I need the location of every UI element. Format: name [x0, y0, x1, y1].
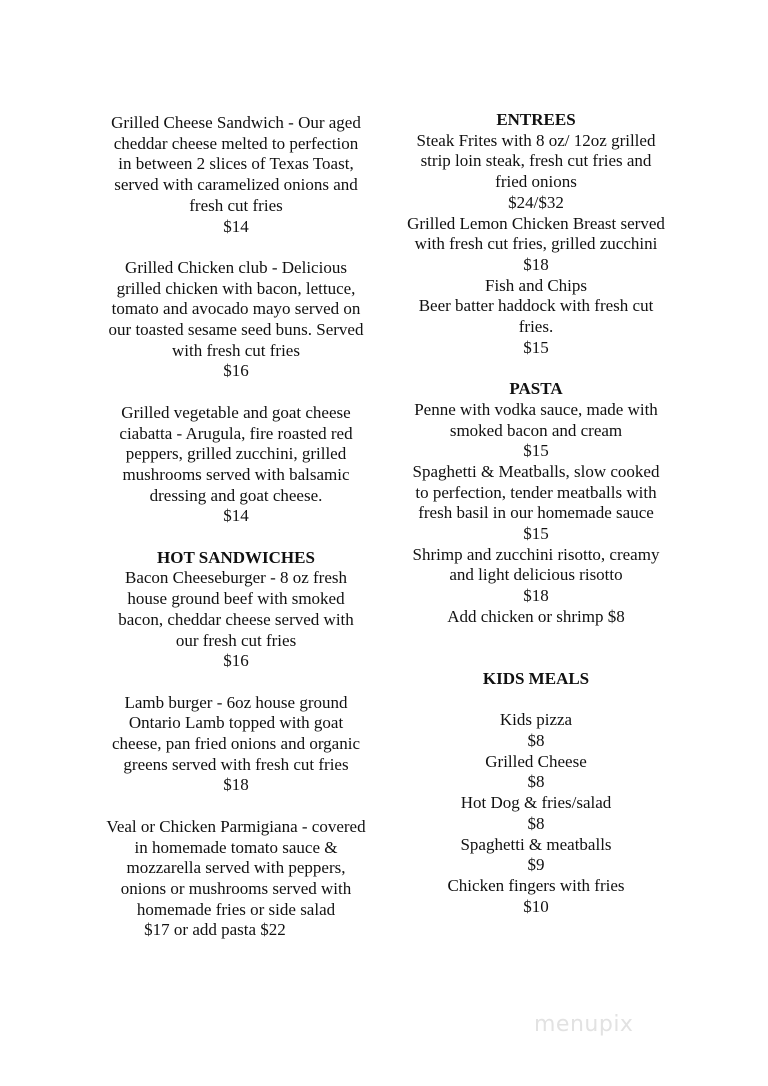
menu-item: [386, 400, 686, 462]
spacer: [86, 527, 386, 548]
menu-item-text: peppers, grilled zucchini, grilled: [125, 444, 347, 464]
menu-item-price: $14: [223, 216, 249, 236]
menu-item: [386, 710, 686, 751]
menu-item-text: Penne with vodka sauce, made with: [414, 399, 658, 419]
menu-item-text: Kids pizza: [499, 710, 573, 730]
menu-item-text: fried onions: [495, 172, 577, 192]
menu-item-text: Grilled Chicken club - Delicious: [125, 257, 347, 277]
menu-item-text: Grilled Cheese Sandwich - Our aged: [111, 113, 361, 132]
menu-item-text: Grilled vegetable and goat cheese: [121, 402, 351, 422]
menu-item-price: $14: [223, 506, 249, 526]
menu-item-text: grilled chicken with bacon, lettuce,: [116, 278, 356, 298]
menu-item-text: in between 2 slices of Texas Toast,: [118, 154, 354, 174]
menu-item-price: $15: [523, 524, 549, 544]
spacer: [86, 672, 386, 693]
menu-item-text: ciabatta - Arugula, fire roasted red: [119, 423, 353, 443]
menupix-watermark: menupix: [534, 1012, 634, 1037]
menu-item-text: onions or mushrooms served with: [120, 878, 352, 898]
menu-item-text: strip loin steak, fresh cut fries and: [420, 151, 652, 171]
menu-item-text: fries.: [518, 317, 554, 337]
menu-item-text: Hot Dog & fries/salad: [460, 793, 612, 813]
menu-item-price: $8: [527, 772, 545, 792]
menu-item: [386, 607, 686, 628]
menu-item-text: Bacon Cheeseburger - 8 oz fresh: [124, 568, 348, 588]
menu-item-price: $8: [527, 813, 545, 833]
menu-item-text: Shrimp and zucchini risotto, creamy: [412, 544, 660, 564]
menu-item-text: and light delicious risotto: [449, 565, 623, 585]
menu-item-text: Lamb burger - 6oz house ground: [124, 692, 348, 712]
section-heading: KIDS MEALS: [482, 668, 590, 688]
menu-item-text: our toasted sesame seed buns. Served: [108, 320, 364, 340]
menu-item-price: $17 or add pasta $22: [144, 920, 286, 940]
spacer: [86, 796, 386, 817]
spacer: [386, 628, 686, 649]
menu-item-text: house ground beef with smoked: [127, 589, 345, 609]
menu-item: [386, 793, 686, 834]
menu-item-text: mozzarella served with peppers,: [126, 858, 346, 878]
menu-item: [386, 835, 686, 876]
menu-left-column: [86, 113, 386, 941]
menu-item-price: $15: [523, 441, 549, 461]
menu-item-text: with fresh cut fries: [172, 340, 300, 360]
menu-item-price: $15: [523, 337, 549, 357]
menu-right-column: [386, 110, 686, 917]
menu-item-text: greens served with fresh cut fries: [123, 754, 349, 774]
menu-item-text: Ontario Lamb topped with goat: [128, 713, 344, 733]
spacer: [386, 358, 686, 379]
menu-item-text: fresh basil in our homemade sauce: [418, 503, 654, 523]
menu-item-text: Steak Frites with 8 oz/ 12oz grilled: [416, 130, 656, 150]
menu-item: [386, 752, 686, 793]
menu-item-text: Fish and Chips: [484, 275, 588, 295]
menu-item-text: served with caramelized onions and: [114, 175, 358, 195]
menu-item-price: $18: [523, 586, 549, 606]
menu-item: [386, 214, 686, 276]
menu-item-text: cheddar cheese melted to perfection: [113, 133, 359, 153]
menu-item-price: $9: [527, 855, 545, 875]
menu-item: [86, 258, 386, 382]
menu-item-text: Add chicken or shrimp $8: [447, 606, 625, 626]
menu-item-text: to perfection, tender meatballs with: [415, 482, 657, 502]
menu-item-text: homemade fries or side salad: [136, 899, 336, 919]
menu-item-price: $24/$32: [508, 192, 564, 212]
menu-item-text: Spaghetti & Meatballs, slow cooked: [412, 461, 660, 481]
menu-item-text: mushrooms served with balsamic: [122, 464, 350, 484]
menu-item-price: $18: [523, 254, 549, 274]
menu-item-text: Beer batter haddock with fresh cut: [418, 296, 654, 316]
menu-item: [86, 403, 386, 527]
menu-item-text: Spaghetti & meatballs: [460, 834, 612, 854]
menu-item: [386, 545, 686, 607]
section-heading: HOT SANDWICHES: [157, 547, 315, 567]
menu-item-text: tomato and avocado mayo served on: [111, 299, 361, 319]
menu-item-text: cheese, pan fried onions and organic: [112, 734, 360, 754]
menu-item-price: $10: [523, 896, 549, 916]
spacer: [86, 237, 386, 258]
menu-item-text: Grilled Cheese: [485, 751, 587, 771]
section-heading: ENTREES: [496, 110, 576, 129]
spacer: [386, 648, 686, 669]
spacer: [86, 382, 386, 403]
menu-item-price: $16: [223, 651, 249, 671]
menu-item-text: Grilled Lemon Chicken Breast served: [407, 213, 665, 233]
menu-item-text: in homemade tomato sauce &: [134, 837, 338, 857]
menu-item: [386, 276, 686, 359]
menu-item: [386, 876, 686, 917]
menu-item: [386, 462, 686, 545]
menu-item: [386, 131, 686, 214]
menu-item: [86, 693, 386, 797]
menu-item-text: Chicken fingers with fries: [447, 875, 625, 895]
menu-item-price: $16: [223, 361, 249, 381]
menu-item-text: Veal or Chicken Parmigiana - covered: [106, 816, 366, 836]
menu-item: [86, 817, 386, 941]
menu-item: [86, 113, 386, 237]
menu-item: [86, 568, 386, 672]
menu-item-price: $8: [527, 731, 545, 751]
spacer: [386, 690, 686, 711]
menu-item-text: bacon, cheddar cheese served with: [118, 609, 354, 629]
menu-item-text: smoked bacon and cream: [449, 420, 623, 440]
menu-item-text: with fresh cut fries, grilled zucchini: [414, 234, 658, 254]
section-heading: PASTA: [509, 379, 563, 399]
menu-item-text: dressing and goat cheese.: [149, 485, 323, 505]
menu-item-text: fresh cut fries: [189, 195, 283, 215]
menu-item-text: our fresh cut fries: [175, 630, 297, 650]
menu-item-price: $18: [223, 775, 249, 795]
